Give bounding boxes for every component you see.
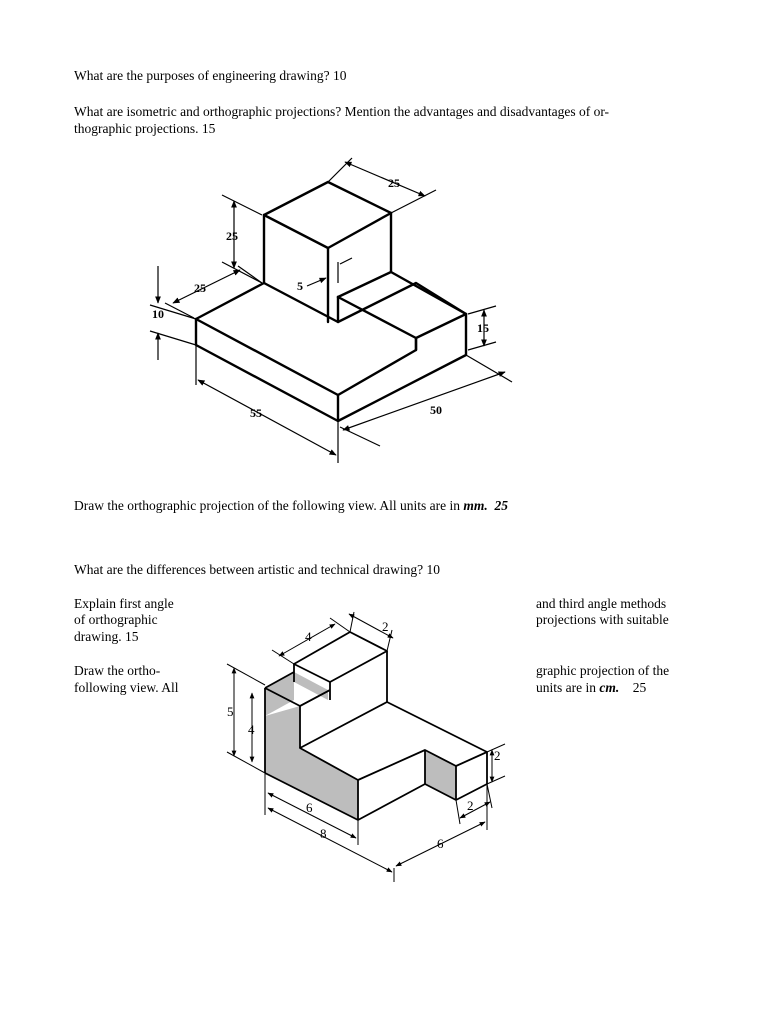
question-6-unit: cm. xyxy=(599,680,620,695)
question-3-text: Draw the orthographic projection of the following view. All units are in xyxy=(74,498,464,513)
question-2-line-2: thographic projections. 15 xyxy=(74,121,216,136)
fig1-label-length-right: 50 xyxy=(430,403,442,417)
question-6-units-text: units are in xyxy=(536,680,600,695)
question-6-right-1: graphic projection of the xyxy=(536,663,670,678)
question-5-left-1: Explain first angle xyxy=(74,596,174,611)
question-6-left-1: Draw the ortho- xyxy=(74,663,161,678)
fig2-label-notch: 2 xyxy=(467,798,474,813)
fig2-label-top-width: 4 xyxy=(305,629,312,644)
question-5-left-2: of orthographic xyxy=(74,612,158,627)
fig2-label-depth: 6 xyxy=(437,836,444,851)
fig2-label-outer-length: 8 xyxy=(320,826,327,841)
fig1-label-step: 5 xyxy=(297,279,303,293)
fig1-label-block-height: 25 xyxy=(226,229,238,243)
question-3-unit: mm. xyxy=(463,498,488,513)
fig2-label-step-height: 4 xyxy=(248,722,255,737)
fig1-label-base-depth: 25 xyxy=(194,281,206,295)
fig1-label-top-depth: 25 xyxy=(388,176,400,190)
fig1-label-length-left: 55 xyxy=(250,406,262,420)
fig2-label-top-depth: 2 xyxy=(382,619,389,634)
question-4: What are the differences between artistic and technical drawing? 10 xyxy=(74,562,440,577)
isometric-figure-2 xyxy=(227,612,505,882)
fig1-label-base-height: 10 xyxy=(152,307,164,321)
question-5-left-3: drawing. 15 xyxy=(74,629,139,644)
figure-2-shaded-faces xyxy=(265,672,456,820)
fig1-label-right-height: 15 xyxy=(477,321,489,335)
question-5-right-1: and third angle methods xyxy=(536,596,667,611)
question-6-left-2: following view. All xyxy=(74,680,179,695)
figure-1-outline xyxy=(196,182,466,421)
question-2-line-1: What are isometric and orthographic projections? Mention the advantages and disadvantages of or- xyxy=(74,104,610,119)
fig2-label-right-height: 2 xyxy=(494,748,501,763)
question-3-marks: 25 xyxy=(494,498,509,513)
fig2-label-inner-length: 6 xyxy=(306,800,313,815)
question-5-right-2: projections with suitable xyxy=(536,612,669,627)
fig2-label-total-height: 5 xyxy=(227,704,234,719)
question-1: What are the purposes of engineering drawing? 10 xyxy=(74,68,347,83)
question-6-marks: 25 xyxy=(632,680,647,695)
